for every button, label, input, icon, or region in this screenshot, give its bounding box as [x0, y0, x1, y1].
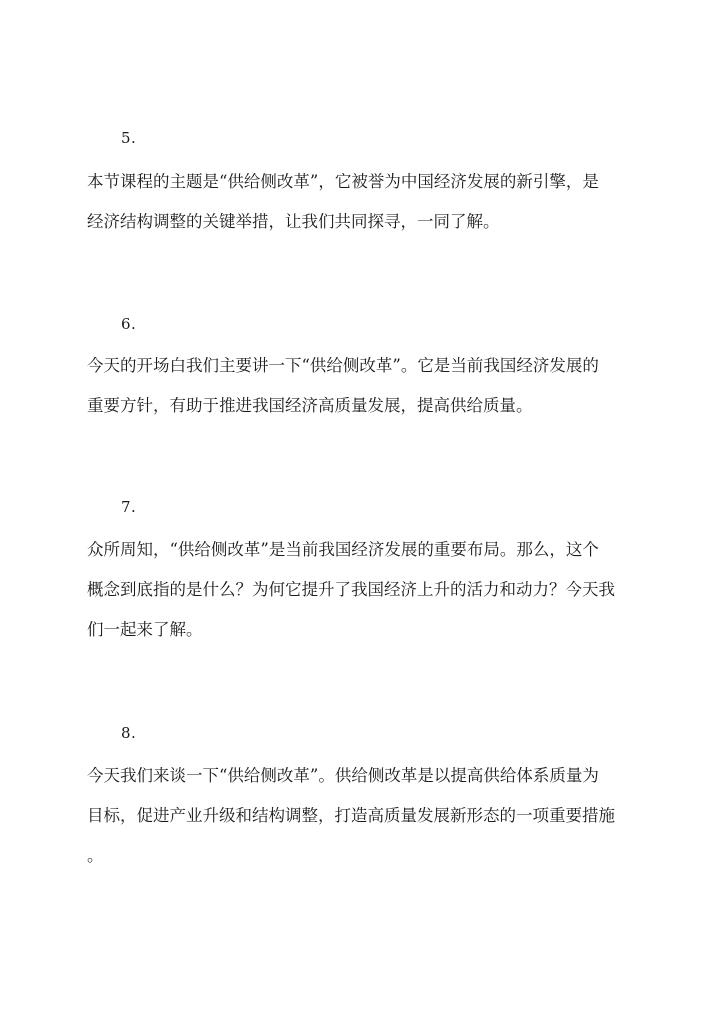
item-paragraph	[87, 756, 647, 876]
paragraph-line: 概念到底指的是什么？为何它提升了我国经济上升的活力和动力？今天我	[87, 580, 615, 599]
item-number: 8.	[121, 724, 137, 742]
paragraph-line: 众所周知，“供给侧改革”是当前我国经济发展的重要布局。那么，这个	[87, 540, 599, 559]
item-number: 6.	[121, 315, 137, 333]
paragraph-line: 重要方针，有助于推进我国经济高质量发展，提高供给质量。	[87, 396, 533, 415]
item-paragraph	[87, 530, 647, 650]
paragraph-line: 今天我们来谈一下“供给侧改革”。供给侧改革是以提高供给体系质量为	[87, 766, 599, 785]
item-paragraph	[87, 162, 647, 242]
item-number: 5.	[121, 129, 137, 147]
paragraph-line: 们一起来了解。	[87, 620, 203, 639]
paragraph-line: 经济结构调整的关键举措，让我们共同探寻，一同了解。	[87, 212, 500, 231]
item-number: 7.	[121, 498, 137, 516]
item-paragraph	[87, 346, 647, 426]
paragraph-line: 目标，促进产业升级和结构调整，打造高质量发展新形态的一项重要措施	[87, 806, 615, 825]
paragraph-line: 今天的开场白我们主要讲一下“供给侧改革”。它是当前我国经济发展的	[87, 356, 599, 375]
paragraph-line: 本节课程的主题是“供给侧改革”，它被誉为中国经济发展的新引擎，是	[87, 172, 599, 191]
paragraph-line: 。	[87, 846, 104, 865]
